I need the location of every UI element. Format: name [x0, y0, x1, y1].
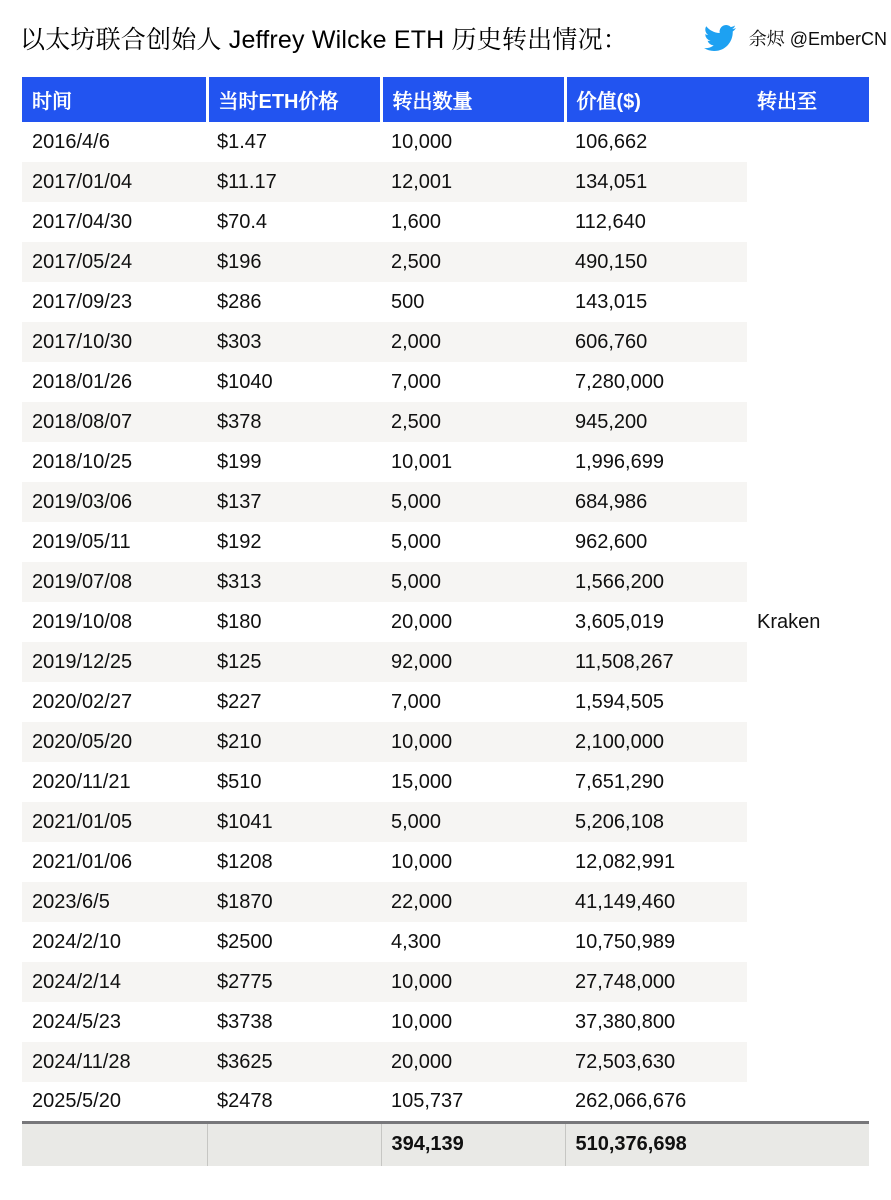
cell-amount: 10,000: [381, 962, 565, 1002]
table-row: [22, 842, 869, 882]
table-row: [22, 802, 869, 842]
cell-value: 7,651,290: [575, 770, 664, 793]
cell-destination: [747, 682, 869, 722]
table-row: [22, 202, 869, 242]
cell-value: 27,748,000: [565, 962, 747, 1002]
cell-value: 1,594,505: [575, 690, 664, 713]
cell-date: 2020/11/21: [32, 770, 131, 793]
cell-date: 2025/5/20: [32, 1089, 121, 1112]
cell-price: $1208: [217, 850, 273, 873]
cell-amount: 10,000: [391, 130, 453, 153]
attribution-handle: 余烬 @EmberCN: [748, 29, 887, 49]
cell-amount: 10,001: [391, 450, 453, 473]
cell-destination: [747, 722, 869, 762]
table-row: [22, 242, 869, 282]
cell-date: 2020/02/27: [32, 690, 133, 713]
total-cell-destination: [747, 1122, 869, 1166]
cell-destination: [747, 442, 869, 482]
table-total-row: [22, 1122, 869, 1166]
cell-destination: [747, 402, 869, 442]
cell-date: 2019/03/06: [22, 482, 207, 522]
cell-amount: 10,000: [391, 850, 453, 873]
cell-destination: [747, 842, 869, 882]
cell-date: 2017/10/30: [22, 322, 207, 362]
cell-price: $70.4: [217, 210, 268, 233]
cell-date: 2019/07/08: [22, 562, 207, 602]
cell-value: 7,280,000: [575, 370, 664, 393]
table-row: [22, 1082, 869, 1122]
cell-price: $1040: [217, 370, 273, 393]
page-title: 以太坊联合创始人 Jeffrey Wilcke ETH 历史转出情况：: [20, 26, 628, 54]
cell-value: 1,996,699: [575, 450, 664, 473]
cell-amount: 500: [391, 290, 425, 313]
cell-date: 2018/01/26: [32, 370, 133, 393]
cell-date: 2021/01/05: [22, 802, 207, 842]
cell-amount: 20,000: [381, 1042, 565, 1082]
cell-date: 2018/08/07: [22, 402, 207, 442]
cell-date: 2018/10/25: [32, 450, 133, 473]
cell-amount: 20,000: [391, 610, 453, 633]
col-header-destination: 转出至: [747, 77, 869, 122]
cell-price: $180: [217, 610, 262, 633]
table-row: [22, 442, 869, 482]
total-cell-time: [22, 1122, 207, 1166]
cell-value: 112,640: [575, 210, 646, 233]
total-amount: 394,139: [381, 1122, 565, 1166]
cell-value: 106,662: [575, 130, 648, 153]
cell-value: 2,100,000: [565, 722, 747, 762]
cell-destination: [747, 1002, 869, 1042]
table-row: [22, 562, 869, 602]
cell-value: 143,015: [575, 290, 648, 313]
cell-destination: Kraken: [757, 610, 821, 633]
cell-value: 262,066,676: [575, 1089, 687, 1112]
cell-price: $378: [207, 402, 381, 442]
cell-date: 2024/2/10: [32, 930, 121, 953]
cell-amount: 4,300: [391, 930, 442, 953]
table-row: [22, 722, 869, 762]
cell-date: 2024/2/14: [22, 962, 207, 1002]
cell-price: $11.17: [207, 162, 381, 202]
cell-price: $2478: [217, 1089, 273, 1112]
cell-destination: [747, 1042, 869, 1082]
cell-amount: 2,000: [381, 322, 565, 362]
cell-value: 5,206,108: [565, 802, 747, 842]
cell-amount: 5,000: [391, 530, 442, 553]
table-row: [22, 1002, 869, 1042]
cell-amount: 105,737: [391, 1089, 464, 1112]
cell-amount: 5,000: [381, 562, 565, 602]
attribution: [701, 22, 887, 54]
cell-destination: [747, 882, 869, 922]
cell-price: $3738: [217, 1010, 273, 1033]
cell-value: 1,566,200: [565, 562, 747, 602]
cell-price: $1.47: [217, 130, 268, 153]
cell-date: 2024/5/23: [32, 1010, 121, 1033]
cell-value: 134,051: [565, 162, 747, 202]
cell-destination: [747, 642, 869, 682]
cell-date: 2020/05/20: [22, 722, 207, 762]
cell-amount: 2,500: [381, 242, 565, 282]
cell-destination: [747, 282, 869, 322]
cell-price: $510: [217, 770, 262, 793]
cell-value: 945,200: [565, 402, 747, 442]
cell-price: $199: [217, 450, 262, 473]
col-header-amount: 转出数量: [381, 77, 565, 122]
cell-destination: [747, 522, 869, 562]
cell-destination: [747, 162, 869, 202]
table-row: [22, 482, 869, 522]
cell-value: 72,503,630: [565, 1042, 747, 1082]
col-header-price: 当时ETH价格: [207, 77, 381, 122]
cell-destination: [747, 362, 869, 402]
cell-date: 2021/01/06: [32, 850, 133, 873]
cell-price: $3625: [207, 1042, 381, 1082]
table-header-row: [22, 77, 869, 122]
cell-amount: 15,000: [391, 770, 453, 793]
table-row: [22, 322, 869, 362]
cell-price: $286: [217, 290, 262, 313]
cell-value: 37,380,800: [575, 1010, 676, 1033]
table-row: [22, 402, 869, 442]
cell-destination: [747, 482, 869, 522]
cell-amount: 10,000: [391, 1010, 453, 1033]
cell-price: $227: [217, 690, 262, 713]
table-row: [22, 962, 869, 1002]
cell-value: 10,750,989: [575, 930, 676, 953]
cell-date: 2017/01/04: [22, 162, 207, 202]
cell-date: 2017/04/30: [32, 210, 133, 233]
cell-amount: 12,001: [381, 162, 565, 202]
cell-date: 2017/05/24: [22, 242, 207, 282]
total-value: 510,376,698: [565, 1122, 747, 1166]
cell-price: $2500: [217, 930, 273, 953]
cell-destination: [747, 122, 869, 162]
total-cell-price: [207, 1122, 381, 1166]
cell-destination: [747, 922, 869, 962]
cell-destination: [747, 802, 869, 842]
cell-value: 41,149,460: [565, 882, 747, 922]
cell-destination: [747, 242, 869, 282]
table-row: [22, 922, 869, 962]
cell-destination: [747, 562, 869, 602]
cell-amount: 2,500: [381, 402, 565, 442]
table-row: [22, 682, 869, 722]
table-row: [22, 522, 869, 562]
cell-price: $210: [207, 722, 381, 762]
cell-amount: 10,000: [381, 722, 565, 762]
cell-price: $196: [207, 242, 381, 282]
cell-date: 2019/05/11: [32, 530, 131, 553]
cell-price: $1870: [207, 882, 381, 922]
table-row: [22, 762, 869, 802]
table-row: [22, 642, 869, 682]
table-row: [22, 162, 869, 202]
cell-amount: 7,000: [391, 370, 442, 393]
cell-amount: 5,000: [381, 802, 565, 842]
cell-amount: 92,000: [381, 642, 565, 682]
table-row: [22, 362, 869, 402]
cell-destination: [747, 322, 869, 362]
twitter-bird-icon: [701, 22, 739, 54]
col-header-time: 时间: [22, 77, 207, 122]
cell-destination: [747, 962, 869, 1002]
eth-transfer-table: [22, 77, 869, 1166]
cell-value: 11,508,267: [565, 642, 747, 682]
cell-value: 12,082,991: [575, 850, 676, 873]
cell-destination: [747, 1082, 869, 1122]
cell-destination: [747, 202, 869, 242]
cell-date: 2016/4/6: [32, 130, 110, 153]
cell-value: 490,150: [565, 242, 747, 282]
cell-value: 962,600: [575, 530, 648, 553]
cell-amount: 22,000: [381, 882, 565, 922]
table-row: [22, 602, 869, 642]
cell-date: 2024/11/28: [22, 1042, 207, 1082]
cell-value: 684,986: [565, 482, 747, 522]
cell-price: $137: [207, 482, 381, 522]
cell-amount: 1,600: [391, 210, 442, 233]
cell-amount: 5,000: [381, 482, 565, 522]
table-body: [22, 122, 869, 1122]
cell-price: $313: [207, 562, 381, 602]
titlebar: [20, 18, 887, 58]
table-row: [22, 282, 869, 322]
cell-price: $125: [207, 642, 381, 682]
cell-date: 2019/12/25: [22, 642, 207, 682]
cell-destination: [747, 762, 869, 802]
table-row: [22, 1042, 869, 1082]
cell-value: 3,605,019: [575, 610, 664, 633]
cell-date: 2017/09/23: [32, 290, 133, 313]
cell-value: 606,760: [565, 322, 747, 362]
cell-date: 2019/10/08: [32, 610, 133, 633]
table-row: [22, 882, 869, 922]
cell-price: $192: [217, 530, 262, 553]
cell-amount: 7,000: [391, 690, 442, 713]
table-row: [22, 122, 869, 162]
cell-price: $2775: [207, 962, 381, 1002]
col-header-value: 价值($): [565, 77, 747, 122]
cell-price: $1041: [207, 802, 381, 842]
cell-date: 2023/6/5: [22, 882, 207, 922]
cell-price: $303: [207, 322, 381, 362]
